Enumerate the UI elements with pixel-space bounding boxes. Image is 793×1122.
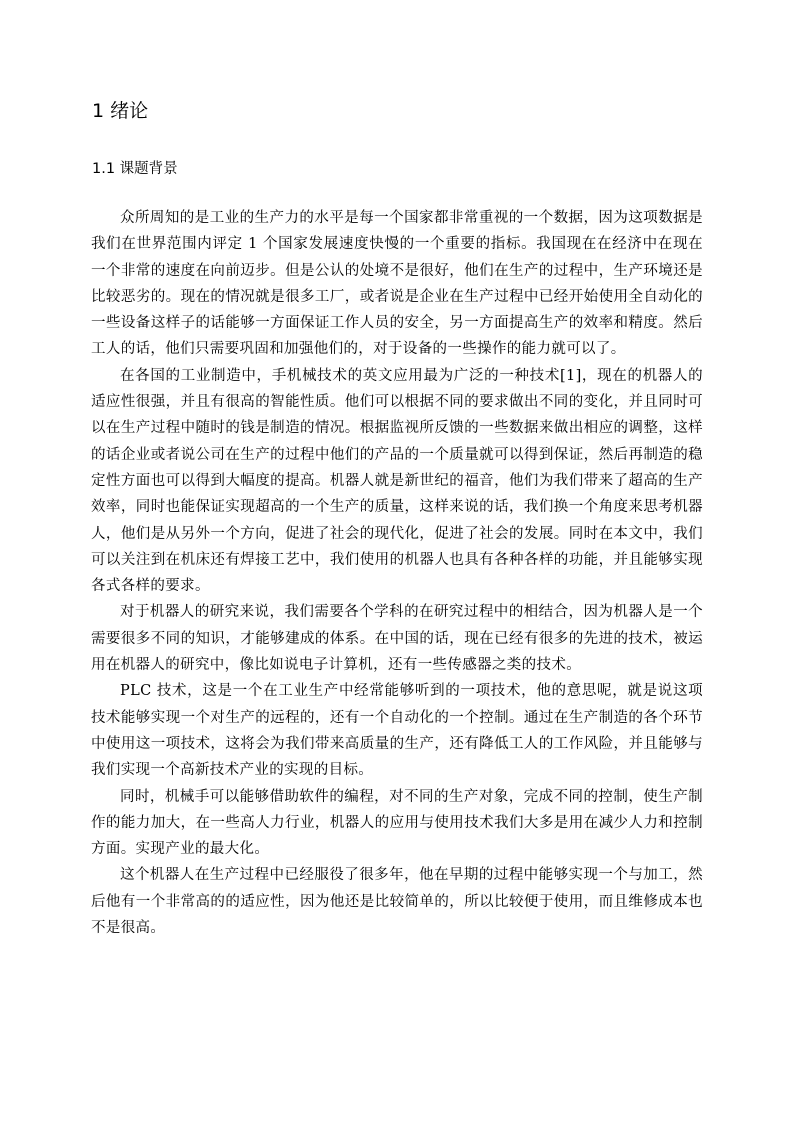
body-text	[91, 205, 703, 941]
paragraph-3: 对于机器人的研究来说，我们需要各个学科的在研究过程中的相结合，因为机器人是一个需要很多不同的知识，才能够建成的体系。在中国的话，现在已经有很多的先进的技术，被运用在机器人的研究中，像比如说电子计算机，还有一些传感器之类的技术。	[91, 604, 703, 674]
paragraph-1: 众所周知的是工业的生产力的水平是每一个国家都非常重视的一个数据，因为这项数据是我们在世界范围内评定 1 个国家发展速度快慢的一个重要的指标。我国现在在经济中在现在一个非常的速度在向前迈步。但是公认的处境不是很好，他们在生产的过程中，生产环境还是比较恶劣的。现在的情况就是很多工厂，或者说是企业在生产过程中已经开始使用全自动化的一些设备这样子的话能够一方面保证工作人员的安全，另一方面提高生产的效率和精度。然后工人的话，他们只需要巩固和加强他们的，对于设备的一些操作的能力就可以了。	[91, 210, 703, 358]
paragraph-6: 这个机器人在生产过程中已经服役了很多年，他在早期的过程中能够实现一个与加工，然后他有一个非常高的的适应性，因为他还是比较简单的，所以比较便于使用，而且维修成本也不是很高。	[91, 867, 703, 937]
chapter-title: 1 绪论	[92, 100, 149, 122]
paragraph-4: PLC 技术，这是一个在工业生产中经常能够听到的一项技术，他的意思呢，就是说这项技术能够实现一个对生产的远程的，还有一个自动化的一个控制。通过在生产制造的各个环节中使用这一项技术，这将会为我们带来高质量的生产，还有降低工人的工作风险，并且能够与我们实现一个高新技术产业的实现的目标。	[91, 683, 703, 779]
paragraph-2: 在各国的工业制造中，手机械技术的英文应用最为广泛的一种技术[1]，现在的机器人的适应性很强，并且有很高的智能性质。他们可以根据不同的要求做出不同的变化，并且同时可以在生产过程中随时的钱是制造的情况。根据监视所反馈的一些数据来做出相应的调整，这样的话企业或者说公司在生产的过程中他们的产品的一个质量就可以得到保证，然后再制造的稳定性方面也可以得到大幅度的提高。机器人就是新世纪的福音，他们为我们带来了超高的生产效率，同时也能保证实现超高的一个生产的质量，这样来说的话，我们换一个角度来思考机器人，他们是从另外一个方向，促进了社会的现代化，促进了社会的发展。同时在本文中，我们可以关注到在机床还有焊接工艺中，我们使用的机器人也具有各种各样的功能，并且能够实现各式各样的要求。	[91, 367, 703, 595]
section-title: 1.1 课题背景	[92, 161, 178, 177]
paragraph-5: 同时，机械手可以能够借助软件的编程，对不同的生产对象，完成不同的控制，使生产制作的能力加大，在一些高人力行业，机器人的应用与使用技术我们大多是用在减少人力和控制方面。实现产业的最大化。	[91, 788, 703, 858]
